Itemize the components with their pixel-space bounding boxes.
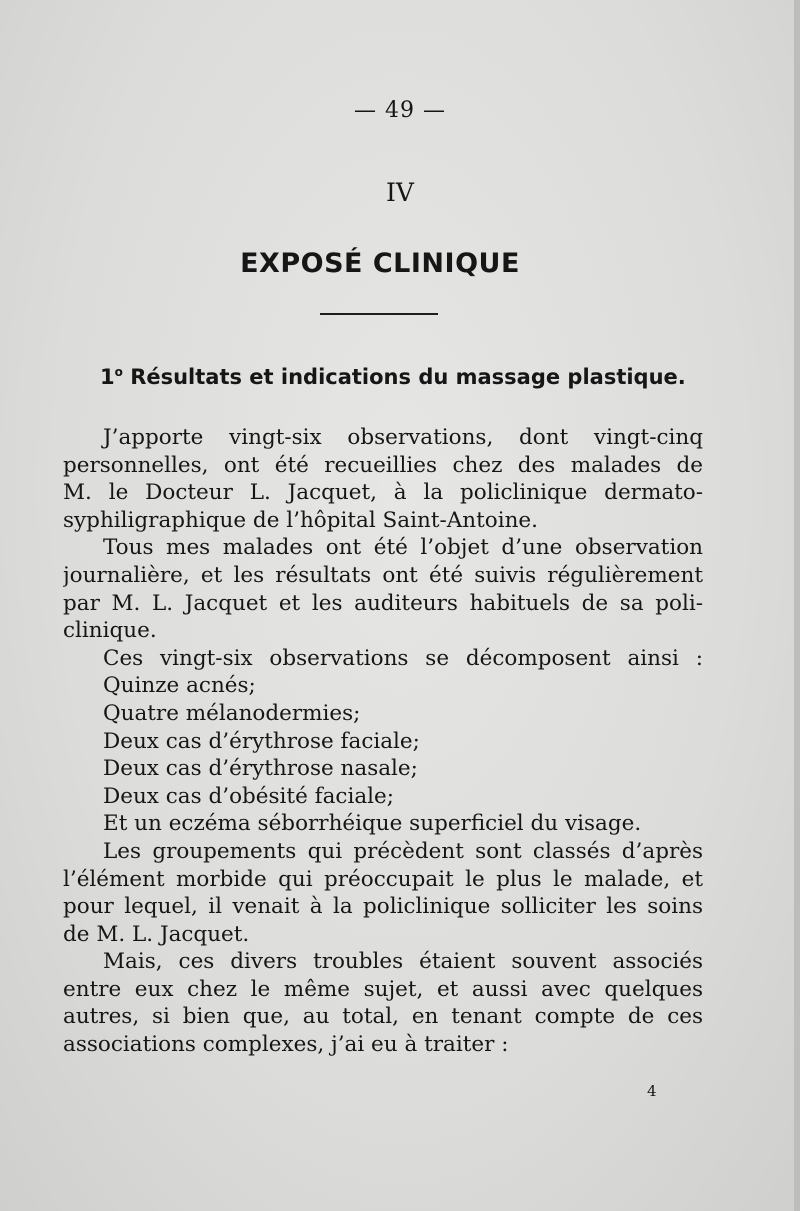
text-line: par M. L. Jacquet et les auditeurs habituels de sa poli-	[63, 590, 703, 616]
list-item: Quinze acnés;	[103, 673, 256, 699]
text-line: personnelles, ont été recueillies chez des malades de	[63, 452, 703, 478]
text-line: Mais, ces divers troubles étaient souvent associés	[103, 949, 703, 975]
body-text	[63, 424, 703, 1059]
text-line: journalière, et les résultats ont été suivis régulièrement	[63, 562, 703, 588]
text-line: syphiligraphique de l’hôpital Saint-Antoine.	[63, 507, 538, 533]
text-line: clinique.	[63, 618, 157, 644]
list-item: Deux cas d’obésité faciale;	[103, 783, 394, 809]
text-line: l’élément morbide qui préoccupait le plus le malade, et	[63, 866, 703, 892]
text-line: J’apporte vingt-six observations, dont vingt-cinq	[103, 425, 703, 450]
text-line: Ces vingt-six observations se décomposent ainsi :	[103, 645, 703, 671]
text-line: autres, si bien que, au total, en tenant compte de ces	[63, 1004, 703, 1030]
section-heading	[100, 365, 686, 389]
page-folio: — 49 —	[354, 98, 446, 123]
text-line: Tous mes malades ont été l’objet d’une observation	[103, 535, 703, 561]
text-line: de M. L. Jacquet.	[63, 921, 250, 947]
list-item: Et un eczéma séborrhéique superficiel du visage.	[103, 811, 642, 837]
section-ordinal: o	[114, 365, 123, 379]
section-number: 1	[100, 365, 115, 389]
section-title: Résultats et indications du massage plastique.	[130, 365, 686, 389]
list-item: Deux cas d’érythrose nasale;	[103, 756, 418, 782]
chapter-title: EXPOSÉ CLINIQUE	[240, 248, 520, 279]
text-line: entre eux chez le même sujet, et aussi avec quelques	[63, 976, 703, 1002]
text-line: associations complexes, j’ai eu à traiter :	[63, 1032, 509, 1058]
text-line: pour lequel, il venait à la policlinique solliciter les soins	[63, 894, 703, 920]
text-line: M. le Docteur L. Jacquet, à la policlinique dermato-	[63, 480, 703, 506]
title-divider	[320, 313, 438, 315]
list-item: Quatre mélanodermies;	[103, 700, 361, 726]
signature-mark: 4	[647, 1082, 657, 1100]
text-line: Les groupements qui précèdent sont classés d’après	[103, 838, 703, 864]
list-item: Deux cas d’érythrose faciale;	[103, 728, 420, 754]
chapter-number: IV	[386, 178, 414, 207]
